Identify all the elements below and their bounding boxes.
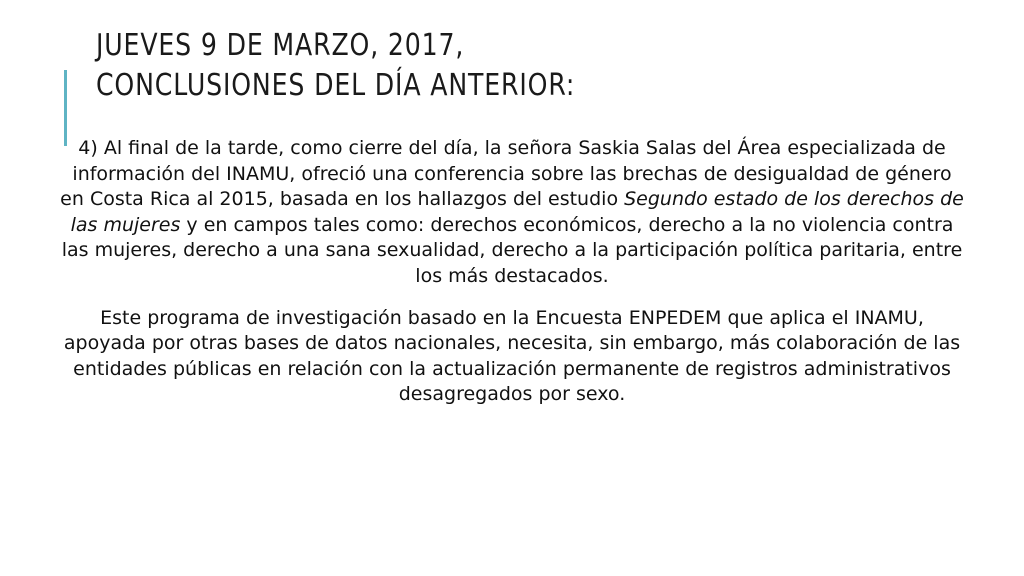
title-accent-bar (64, 70, 67, 146)
body-paragraph-2: Este programa de investigación basado en la Encuesta ENPEDEM que aplica el INAMU, apoyada por otras bases de datos nacionales, necesita, sin embargo, más colaboración de las entidades públicas en relación con la actualización permanente de registros administrativos desagregados por sexo. (63, 306, 961, 406)
title-line-2: CONCLUSIONES DEL DÍA ANTERIOR: (96, 68, 576, 103)
slide-body (60, 136, 964, 408)
study-title-italic: Segundo estado de los derechos de las mujeres (70, 188, 964, 236)
paragraph-1-text-start: 4) Al final de la tarde, como cierre del día, la señora Saskia Salas del Área especializada de información del INAMU, ofreció una conferencia sobre las brechas de desigualdad de género en Costa Rica al 2015, basada en los hallazgos del estudio (60, 137, 952, 211)
slide-title (96, 26, 835, 106)
body-paragraph-1 (60, 136, 964, 290)
paragraph-1-text-end: y en campos tales como: derechos económicos, derecho a la no violencia contra las mujeres, derecho a una sana sexualidad, derecho a la participación política paritaria, entre los más destacados. (61, 213, 963, 287)
title-line-1: JUEVES 9 DE MARZO, 2017, (96, 28, 465, 63)
